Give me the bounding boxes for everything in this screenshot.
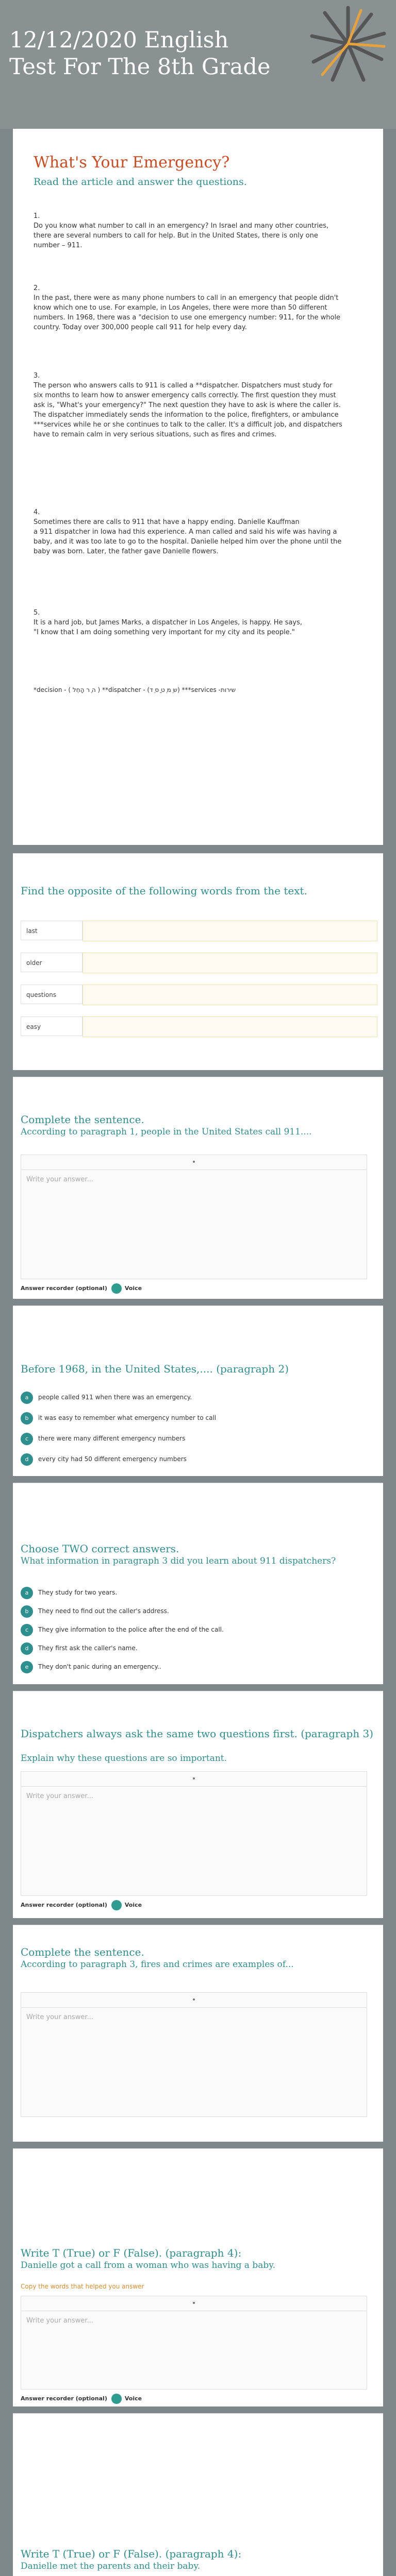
question-title: Choose TWO correct answers.	[21, 1543, 179, 1555]
question-opposites	[13, 853, 383, 1070]
paragraph-1: 1. Do you know what number to call in an emergency? In Israel and many other countries, there are several numbers to call for help. But in the United States, there is only one number – 911.	[34, 212, 329, 249]
question-subtitle: According to paragraph 3, fires and crimes are examples of...	[21, 1959, 294, 1970]
paragraph-4: 4. Sometimes there are calls to 911 that have a happy ending. Danielle Kauffman a 911 dispatcher in Iowa had this experience. A man called and said his wife was having a baby, and it was too late to go to the hospital. Danielle helped him over the phone until the baby was born. Later, the father gave Danielle flowers.	[34, 509, 342, 555]
glossary: *decision - ( ה ֶר הָחְל ) **dispatcher - (ש ֵמ ְט ַס ֵד) ***services -שירות	[34, 686, 236, 693]
answer-recorder[interactable]	[21, 1900, 142, 1910]
page-title: 12/12/2020 English Test For The 8th Grade	[9, 27, 271, 80]
option-b[interactable]: b They need to find out the caller's address.	[21, 1605, 169, 1617]
editor-toolbar[interactable]: •	[21, 1993, 367, 2008]
opposite-input[interactable]	[82, 1016, 377, 1037]
question-title: Find the opposite of the following words from the text.	[21, 885, 307, 897]
mic-icon[interactable]	[111, 1283, 122, 1294]
answer-placeholder: Write your answer...	[26, 1176, 93, 1183]
opposite-input[interactable]	[82, 953, 377, 973]
question-dispatcher-info	[13, 1483, 383, 1684]
article-title: What's Your Emergency?	[34, 154, 230, 172]
question-title: Complete the sentence.	[21, 1946, 144, 1958]
answer-editor[interactable]	[21, 2296, 367, 2389]
opposite-input[interactable]	[82, 921, 377, 941]
answer-placeholder: Write your answer...	[26, 2317, 93, 2325]
question-fires-crimes	[13, 1925, 383, 2142]
question-true-false-2	[13, 2413, 383, 2576]
word-label: questions	[21, 985, 82, 1004]
question-title: Dispatchers always ask the same two questions first. (paragraph 3)	[21, 1727, 374, 1740]
answer-placeholder: Write your answer...	[26, 2013, 93, 2021]
answer-placeholder: Write your answer...	[26, 1792, 93, 1800]
paragraph-5: 5. It is a hard job, but James Marks, a dispatcher in Los Angeles, is happy. He says, "I know that I am doing something very important for my city and its people."	[34, 609, 303, 636]
editor-toolbar[interactable]: •	[21, 2296, 367, 2311]
paragraph-2: 2. In the past, there were as many phone numbers to call in an emergency that people didn't know which one to use. For example, in Los Angeles, there were more than 50 different numbers. In 1968, there was a "decision to use one emergency number: 911, for the whole country. Today over 300,000 people call 911 for help every day.	[34, 284, 341, 331]
answer-recorder[interactable]	[21, 1283, 142, 1294]
question-subtitle: Explain why these questions are so important.	[21, 1753, 227, 1764]
option-a[interactable]: a They study for two years.	[21, 1586, 117, 1599]
question-true-false-1	[13, 2148, 383, 2406]
star-burst-logo-icon	[309, 5, 387, 82]
question-title: Write T (True) or F (False). (paragraph 4):	[21, 2247, 242, 2259]
option-c[interactable]: c there were many different emergency numbers	[21, 1432, 185, 1445]
option-d[interactable]: d every city had 50 different emergency numbers	[21, 1453, 187, 1465]
voice-label: Voice	[124, 2395, 142, 2402]
answer-recorder[interactable]	[21, 2394, 142, 2404]
word-label: last	[21, 921, 82, 940]
question-complete-911	[13, 1077, 383, 1299]
question-subtitle: What information in paragraph 3 did you learn about 911 dispatchers?	[21, 1556, 336, 1566]
question-title: Before 1968, in the United States,.... (paragraph 2)	[21, 1363, 289, 1375]
question-explain	[13, 1691, 383, 1918]
opposite-input[interactable]	[82, 985, 377, 1005]
paragraph-3: 3. The person who answers calls to 911 is called a **dispatcher. Dispatchers must study for six months to learn how to answer emergency calls correctly. The first question they must ask is, "What's your emergency?" The next question they have to ask is where the caller is. The dispatcher immediately sends the information to the police, firefighters, or ambulance ***services while he or she continues to talk to the caller. It's a difficult job, and dispatchers have to remain calm in very serious situations, such as fires and crimes.	[34, 372, 342, 438]
voice-label: Voice	[124, 1285, 142, 1292]
question-subtitle: Danielle met the parents and their baby.	[21, 2561, 201, 2571]
mic-icon[interactable]	[111, 1900, 122, 1910]
reading-section	[13, 129, 383, 845]
answer-editor[interactable]	[21, 1771, 367, 1896]
recorder-label: Answer recorder (optional)	[21, 2395, 107, 2402]
question-subtitle: According to paragraph 1, people in the United States call 911....	[21, 1127, 312, 1137]
recorder-label: Answer recorder (optional)	[21, 1902, 107, 1908]
option-c[interactable]: c They give information to the police after the end of the call.	[21, 1623, 224, 1636]
option-e[interactable]: e They don't panic during an emergency..	[21, 1660, 161, 1673]
voice-label: Voice	[124, 1902, 142, 1908]
page-header	[0, 0, 396, 129]
editor-toolbar[interactable]: •	[21, 1772, 367, 1787]
question-title: Write T (True) or F (False). (paragraph 4):	[21, 2548, 242, 2560]
editor-toolbar[interactable]: •	[21, 1155, 367, 1170]
option-a[interactable]: a people called 911 when there was an emergency.	[21, 1391, 192, 1403]
option-b[interactable]: b it was easy to remember what emergency number to call	[21, 1412, 216, 1424]
word-label: older	[21, 953, 82, 972]
option-d[interactable]: d They first ask the caller's name.	[21, 1642, 138, 1654]
question-title: Complete the sentence.	[21, 1113, 144, 1126]
question-subtitle: Danielle got a call from a woman who was having a baby.	[21, 2260, 275, 2270]
recorder-label: Answer recorder (optional)	[21, 1285, 107, 1292]
answer-editor[interactable]	[21, 1992, 367, 2117]
mic-icon[interactable]	[111, 2394, 122, 2404]
question-before-1968	[13, 1306, 383, 1476]
word-label: easy	[21, 1016, 82, 1036]
copy-instruction: Copy the words that helped you answer	[21, 2283, 144, 2290]
article-subtitle: Read the article and answer the questions.	[34, 176, 247, 188]
answer-editor[interactable]	[21, 1155, 367, 1279]
